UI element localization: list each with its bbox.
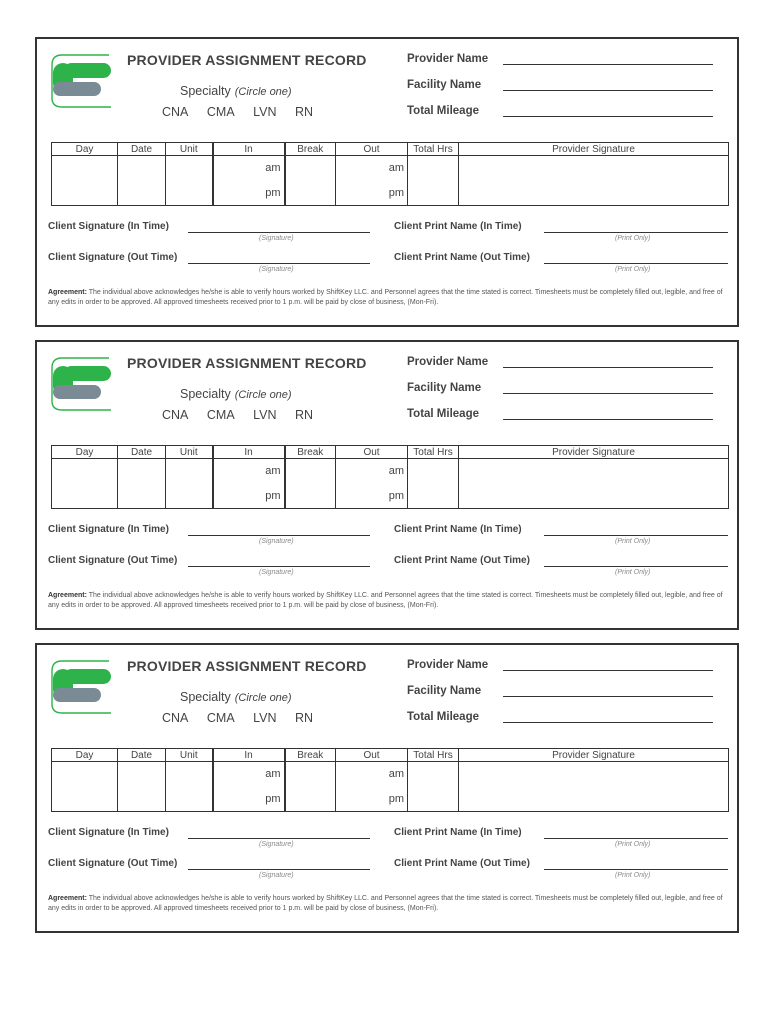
client-signature-in-field[interactable]: [188, 838, 370, 839]
client-signature-out-field[interactable]: [188, 869, 370, 870]
break-cell[interactable]: [285, 762, 336, 812]
client-print-in-field[interactable]: [544, 535, 728, 536]
client-signature-out-label: Client Signature (Out Time): [48, 252, 178, 263]
print-only-hint: (Print Only): [615, 841, 651, 848]
role-option-lvn[interactable]: LVN: [253, 105, 277, 119]
in-am-label: am: [265, 162, 281, 175]
date-cell[interactable]: [118, 762, 166, 812]
out-am-label: am: [388, 768, 404, 781]
day-cell[interactable]: [52, 762, 118, 812]
header-out: Out: [336, 446, 408, 459]
client-print-out-field[interactable]: [544, 263, 728, 264]
form-title: PROVIDER ASSIGNMENT RECORD: [127, 52, 367, 68]
assignment-record-form: [35, 37, 739, 327]
signature-hint: (Signature): [259, 569, 294, 576]
client-print-in-label: Client Print Name (In Time): [394, 524, 522, 535]
role-option-lvn[interactable]: LVN: [253, 408, 277, 422]
provider-signature-cell[interactable]: [459, 459, 729, 509]
signature-hint: (Signature): [259, 266, 294, 273]
specialty-note: (Circle one): [234, 389, 292, 401]
signature-hint: (Signature): [259, 538, 294, 545]
in-pm-label: pm: [265, 792, 281, 805]
provider-name-label: Provider Name: [407, 53, 489, 65]
agreement-body: The individual above acknowledges he/she is able to verify hours worked by ShiftKey LLC. and Personnel agrees that the time stated is correct. Timesheets must be completely filled out, legible, and free of any edits in order to be approved. All approved timesheets received prior to 1 p.m. will be paid by close of business, (Mon-Fri).: [48, 289, 723, 306]
in-pm-label: pm: [265, 489, 281, 502]
total-mileage-label: Total Mileage: [407, 105, 479, 117]
header-date: Date: [118, 446, 166, 459]
total-hrs-cell[interactable]: [408, 459, 459, 509]
total-hrs-cell[interactable]: [408, 762, 459, 812]
in-am-label: am: [265, 465, 281, 478]
client-signature-out-label: Client Signature (Out Time): [48, 555, 178, 566]
client-print-out-field[interactable]: [544, 566, 728, 567]
header-total-hrs: Total Hrs: [408, 143, 459, 156]
header-unit: Unit: [166, 446, 213, 459]
out-cell[interactable]: [336, 762, 408, 812]
table-header-row: [52, 749, 729, 762]
out-cell[interactable]: [336, 459, 408, 509]
agreement-label: Agreement:: [48, 895, 87, 902]
break-cell[interactable]: [285, 156, 336, 206]
role-option-cna[interactable]: CNA: [162, 105, 189, 119]
in-cell[interactable]: [213, 156, 285, 206]
assignment-record-form: [35, 340, 739, 630]
facility-name-field[interactable]: [503, 696, 713, 697]
header-in: In: [213, 446, 285, 459]
print-only-hint: (Print Only): [615, 235, 651, 242]
out-cell[interactable]: [336, 156, 408, 206]
time-table: [51, 142, 729, 206]
in-pm-label: pm: [265, 186, 281, 199]
out-pm-label: pm: [388, 792, 404, 805]
client-print-in-label: Client Print Name (In Time): [394, 221, 522, 232]
specialty-text: Specialty: [180, 84, 231, 98]
print-only-hint: (Print Only): [615, 569, 651, 576]
header-out: Out: [336, 749, 408, 762]
shiftkey-logo-icon: [49, 354, 115, 420]
day-cell[interactable]: [52, 459, 118, 509]
client-print-in-field[interactable]: [544, 838, 728, 839]
header-in: In: [213, 143, 285, 156]
client-print-out-label: Client Print Name (Out Time): [394, 555, 530, 566]
header-break: Break: [285, 143, 336, 156]
print-only-hint: (Print Only): [615, 538, 651, 545]
unit-cell[interactable]: [166, 762, 213, 812]
header-break: Break: [285, 749, 336, 762]
role-options: [162, 711, 328, 725]
shiftkey-logo-icon: [49, 51, 115, 117]
total-mileage-field[interactable]: [503, 722, 713, 723]
date-cell[interactable]: [118, 459, 166, 509]
client-signature-in-field[interactable]: [188, 535, 370, 536]
signature-hint: (Signature): [259, 841, 294, 848]
specialty-label: [180, 690, 292, 704]
header-day: Day: [52, 749, 118, 762]
specialty-label: [180, 387, 292, 401]
table-row: [52, 459, 729, 509]
out-am-label: am: [388, 465, 404, 478]
header-date: Date: [118, 143, 166, 156]
role-option-cna[interactable]: CNA: [162, 408, 189, 422]
header-provider-signature: Provider Signature: [459, 143, 729, 156]
client-print-out-field[interactable]: [544, 869, 728, 870]
client-signature-out-field[interactable]: [188, 566, 370, 567]
agreement-text: [48, 894, 728, 914]
client-print-in-label: Client Print Name (In Time): [394, 827, 522, 838]
header-in: In: [213, 749, 285, 762]
form-title: PROVIDER ASSIGNMENT RECORD: [127, 355, 367, 371]
role-options: [162, 408, 328, 422]
in-cell[interactable]: [213, 459, 285, 509]
table-header-row: [52, 143, 729, 156]
facility-name-label: Facility Name: [407, 79, 482, 91]
role-option-cma[interactable]: CMA: [206, 105, 235, 119]
role-option-cma[interactable]: CMA: [206, 711, 235, 725]
specialty-note: (Circle one): [234, 692, 292, 704]
facility-name-field[interactable]: [503, 90, 713, 91]
header-unit: Unit: [166, 749, 213, 762]
client-signature-in-label: Client Signature (In Time): [48, 524, 169, 535]
table-header-row: [52, 446, 729, 459]
specialty-text: Specialty: [180, 387, 231, 401]
header-total-hrs: Total Hrs: [408, 446, 459, 459]
header-break: Break: [285, 446, 336, 459]
agreement-body: The individual above acknowledges he/she is able to verify hours worked by ShiftKey LLC. and Personnel agrees that the time stated is correct. Timesheets must be completely filled out, legible, and free of any edits in order to be approved. All approved timesheets received prior to 1 p.m. will be paid by close of business, (Mon-Fri).: [48, 592, 723, 609]
unit-cell[interactable]: [166, 156, 213, 206]
provider-name-field[interactable]: [503, 64, 713, 65]
role-option-rn[interactable]: RN: [295, 711, 314, 725]
out-pm-label: pm: [388, 489, 404, 502]
total-mileage-field[interactable]: [503, 419, 713, 420]
agreement-text: [48, 288, 728, 308]
client-print-in-field[interactable]: [544, 232, 728, 233]
header-out: Out: [336, 143, 408, 156]
in-cell[interactable]: [213, 762, 285, 812]
client-signature-in-label: Client Signature (In Time): [48, 221, 169, 232]
print-only-hint: (Print Only): [615, 266, 651, 273]
role-option-lvn[interactable]: LVN: [253, 711, 277, 725]
specialty-label: [180, 84, 292, 98]
total-mileage-label: Total Mileage: [407, 711, 479, 723]
provider-name-field[interactable]: [503, 670, 713, 671]
signature-hint: (Signature): [259, 235, 294, 242]
total-hrs-cell[interactable]: [408, 156, 459, 206]
total-mileage-label: Total Mileage: [407, 408, 479, 420]
unit-cell[interactable]: [166, 459, 213, 509]
header-provider-signature: Provider Signature: [459, 749, 729, 762]
total-mileage-field[interactable]: [503, 116, 713, 117]
agreement-label: Agreement:: [48, 592, 87, 599]
role-option-rn[interactable]: RN: [295, 105, 314, 119]
provider-name-field[interactable]: [503, 367, 713, 368]
client-signature-in-label: Client Signature (In Time): [48, 827, 169, 838]
role-options: [162, 105, 328, 119]
table-row: [52, 762, 729, 812]
role-option-cma[interactable]: CMA: [206, 408, 235, 422]
out-am-label: am: [388, 162, 404, 175]
agreement-label: Agreement:: [48, 289, 87, 296]
time-table: [51, 445, 729, 509]
header-date: Date: [118, 749, 166, 762]
header-day: Day: [52, 143, 118, 156]
date-cell[interactable]: [118, 156, 166, 206]
break-cell[interactable]: [285, 459, 336, 509]
client-print-out-label: Client Print Name (Out Time): [394, 858, 530, 869]
header-unit: Unit: [166, 143, 213, 156]
role-option-cna[interactable]: CNA: [162, 711, 189, 725]
shiftkey-logo-icon: [49, 657, 115, 723]
client-signature-out-field[interactable]: [188, 263, 370, 264]
time-table: [51, 748, 729, 812]
provider-name-label: Provider Name: [407, 659, 489, 671]
form-title: PROVIDER ASSIGNMENT RECORD: [127, 658, 367, 674]
table-row: [52, 156, 729, 206]
client-print-out-label: Client Print Name (Out Time): [394, 252, 530, 263]
print-only-hint: (Print Only): [615, 872, 651, 879]
out-pm-label: pm: [388, 186, 404, 199]
agreement-body: The individual above acknowledges he/she is able to verify hours worked by ShiftKey LLC. and Personnel agrees that the time stated is correct. Timesheets must be completely filled out, legible, and free of any edits in order to be approved. All approved timesheets received prior to 1 p.m. will be paid by close of business, (Mon-Fri).: [48, 895, 723, 912]
facility-name-field[interactable]: [503, 393, 713, 394]
facility-name-label: Facility Name: [407, 382, 482, 394]
assignment-record-form: [35, 643, 739, 933]
client-signature-out-label: Client Signature (Out Time): [48, 858, 178, 869]
provider-signature-cell[interactable]: [459, 762, 729, 812]
signature-hint: (Signature): [259, 872, 294, 879]
provider-name-label: Provider Name: [407, 356, 489, 368]
role-option-rn[interactable]: RN: [295, 408, 314, 422]
client-signature-in-field[interactable]: [188, 232, 370, 233]
in-am-label: am: [265, 768, 281, 781]
day-cell[interactable]: [52, 156, 118, 206]
header-provider-signature: Provider Signature: [459, 446, 729, 459]
specialty-text: Specialty: [180, 690, 231, 704]
specialty-note: (Circle one): [234, 86, 292, 98]
provider-signature-cell[interactable]: [459, 156, 729, 206]
header-total-hrs: Total Hrs: [408, 749, 459, 762]
agreement-text: [48, 591, 728, 611]
facility-name-label: Facility Name: [407, 685, 482, 697]
header-day: Day: [52, 446, 118, 459]
